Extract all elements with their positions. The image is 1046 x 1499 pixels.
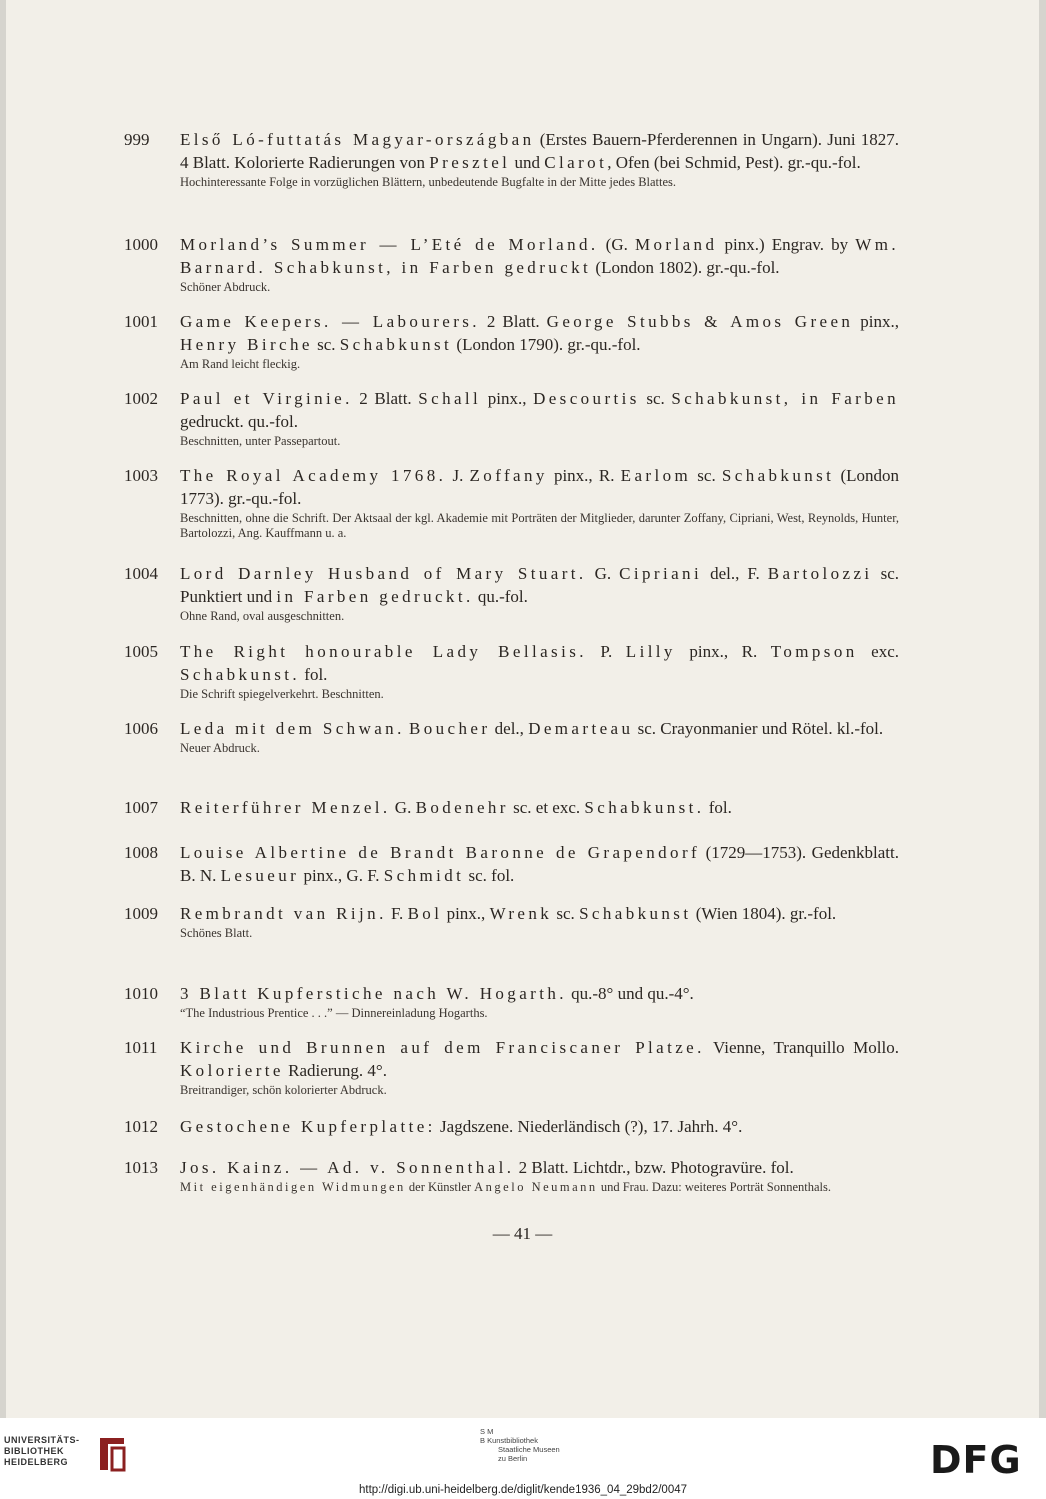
entry-number: 1001 <box>124 312 158 331</box>
entry-note: Die Schrift spiegelverkehrt. Beschnitten. <box>180 687 384 701</box>
scanned-page <box>6 0 1039 1418</box>
entry-title: Louise Albertine de Brandt Baronne de Grapendorf (1729—1753). Gedenkblatt. B. N. Lesueur pinx., G. F. Schmidt sc. fol. <box>180 843 899 885</box>
entry-number: 1010 <box>124 984 158 1003</box>
entry-title: Morland’s Summer — L’Eté de Morland. (G. Morland pinx.) Engrav. by Wm. Barnard. Schabkunst, in Farben gedruckt (London 1802). gr.-qu.-fol. <box>180 235 899 277</box>
catalog-entry <box>124 233 899 295</box>
entry-number: 1003 <box>124 466 158 485</box>
entry-note: Ohne Rand, oval ausgeschnitten. <box>180 609 345 623</box>
entry-number: 1004 <box>124 564 158 583</box>
entry-note: “The Industrious Prentice . . .” — Dinnereinladung Hogarths. <box>180 1006 488 1020</box>
catalog-entry <box>124 310 899 372</box>
entry-number: 1008 <box>124 843 158 862</box>
entry-note: Hochinteressante Folge in vorzüglichen Blättern, unbedeutende Bugfalte in der Mitte jedes Blattes. <box>180 175 677 189</box>
catalog-entry <box>124 796 899 819</box>
entry-title: Game Keepers. — Labourers. 2 Blatt. George Stubbs & Amos Green pinx., Henry Birche sc. Schabkunst (London 1790). gr.-qu.-fol. <box>180 312 899 354</box>
smk-credit: S M B Kunstbibliothek Staatliche Museen zu Berlin <box>480 1427 560 1463</box>
entry-note: Beschnitten, unter Passepartout. <box>180 434 341 448</box>
catalog-entry <box>124 982 899 1021</box>
entry-title: Rembrandt van Rijn. F. Bol pinx., Wrenk sc. Schabkunst (Wien 1804). gr.-fol. <box>180 904 837 923</box>
catalog-entry <box>124 841 899 887</box>
catalog-entry <box>124 128 899 190</box>
entry-number: 1005 <box>124 642 158 661</box>
source-url[interactable]: http://digi.ub.uni-heidelberg.de/diglit/kende1936_04_29bd2/0047 <box>358 1484 688 1496</box>
catalog-entry <box>124 1115 899 1138</box>
entry-note: Schöner Abdruck. <box>180 280 271 294</box>
entry-number: 1007 <box>124 798 158 817</box>
entry-number: 1006 <box>124 719 158 738</box>
entry-title: Leda mit dem Schwan. Boucher del., Demarteau sc. Crayonmanier und Rötel. kl.-fol. <box>180 719 884 738</box>
entry-title: Paul et Virginie. 2 Blatt. Schall pinx., Descourtis sc. Schabkunst, in Farben gedruckt. qu.-fol. <box>180 389 899 431</box>
entry-number: 1000 <box>124 235 158 254</box>
entry-title: The Right honourable Lady Bellasis. P. Lilly pinx., R. Tompson exc. Schabkunst. fol. <box>180 642 900 684</box>
entry-note: Beschnitten, ohne die Schrift. Der Aktsaal der kgl. Akademie mit Porträten der Mitglieder, darunter Zoffany, Cipriani, West, Reynolds, Hunter, Bartolozzi, Ang. Kauffmann u. a. <box>180 511 899 540</box>
entry-title: Jos. Kainz. — Ad. v. Sonnenthal. 2 Blatt. Lichtdr., bzw. Photogravüre. fol. <box>180 1158 794 1177</box>
dfg-logo: DFG <box>930 1438 1022 1482</box>
library-logo-icon <box>94 1434 130 1474</box>
entry-note: Neuer Abdruck. <box>180 741 260 755</box>
entry-note: Breitrandiger, schön kolorierter Abdruck. <box>180 1083 387 1097</box>
entry-number: 1012 <box>124 1117 158 1136</box>
entry-title: The Royal Academy 1768. J. Zoffany pinx., R. Earlom sc. Schabkunst (London 1773). gr.-qu.-fol. <box>180 466 900 508</box>
entry-number: 1011 <box>124 1038 158 1057</box>
entry-number: 1009 <box>124 904 158 923</box>
entry-number: 1002 <box>124 389 158 408</box>
catalog-entry <box>124 1156 899 1195</box>
entry-note: Am Rand leicht fleckig. <box>180 357 301 371</box>
page-number: — 41 — <box>492 1224 553 1243</box>
entry-note: Schönes Blatt. <box>180 926 253 940</box>
library-name: UNIVERSITÄTS- BIBLIOTHEK HEIDELBERG <box>4 1435 80 1467</box>
catalog-entry <box>124 464 899 541</box>
catalog-entry <box>124 562 899 624</box>
entry-note: Mit eigenhändigen Widmungen der Künstler Angelo Neumann und Frau. Dazu: weiteres Porträt Sonnenthals. <box>180 1180 831 1194</box>
catalog-entry <box>124 387 899 449</box>
entry-title: Lord Darnley Husband of Mary Stuart. G. Cipriani del., F. Bartolozzi sc. Punktiert und in Farben gedruckt. qu.-fol. <box>180 564 899 606</box>
entry-number: 999 <box>124 130 150 149</box>
catalog-entry <box>124 902 899 941</box>
catalog-entry <box>124 640 899 702</box>
entry-title: Reiterführer Menzel. G. Bodenehr sc. et exc. Schabkunst. fol. <box>180 798 732 817</box>
catalog-entry <box>124 717 899 756</box>
catalog-entry <box>124 1036 899 1098</box>
entry-title: Kirche und Brunnen auf dem Franciscaner Platze. Vienne, Tranquillo Mollo. Kolorierte Radierung. 4°. <box>180 1038 899 1080</box>
entry-title: 3 Blatt Kupferstiche nach W. Hogarth. qu.-8° und qu.-4°. <box>180 984 694 1003</box>
entry-number: 1013 <box>124 1158 158 1177</box>
entry-title: Első Ló-futtatás Magyar-országban (Erstes Bauern-Pferderennen in Ungarn). Juni 1827. 4 Blatt. Kolorierte Radierungen von Presztel und Clarot, Ofen (bei Schmid, Pest). gr.-qu.-fol. <box>180 130 899 172</box>
entry-title: Gestochene Kupferplatte: Jagdszene. Niederländisch (?), 17. Jahrh. 4°. <box>180 1117 743 1136</box>
